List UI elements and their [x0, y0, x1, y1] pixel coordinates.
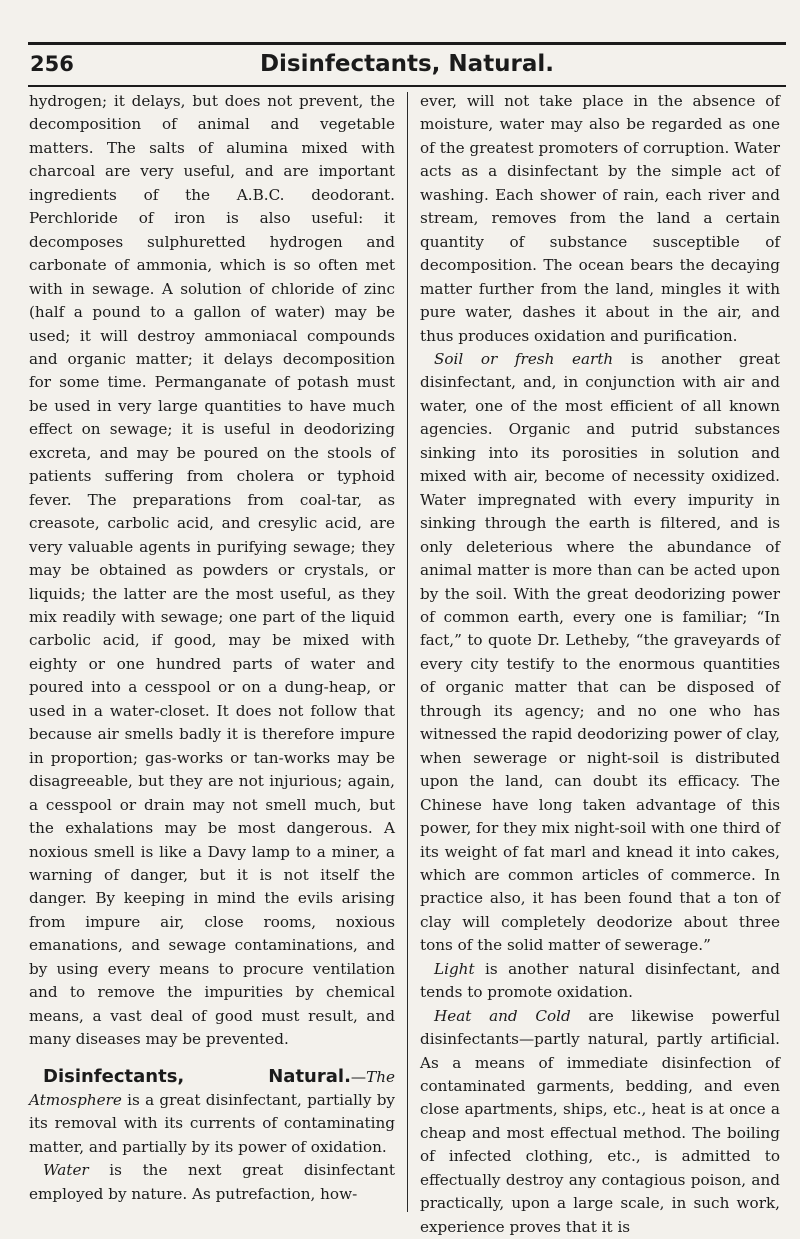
header-rule: [28, 85, 786, 87]
entry-spacer: [29, 1052, 395, 1065]
soil-text: is another great disinfectant, and, in conjunction with air and water, one of the most efficient of all known agencies. Organic and putrid substances sinking into its porosities in solution and mixed with air, become of necessity oxidized. Water impregnated with every impurity in sinking through the earth is filtered, and is only deleterious where the abundance of animal matter is more than can be acted upon by the soil. With the great deodorizing power of common earth, every one is familiar; “In fact,” to quote Dr. Letheby, “the graveyards of every city testify to the enormous quantities of organic matter that can be disposed of through its agency; and no one who has witnessed the rapid deodorizing power of clay, when sewerage or night-soil is distributed upon the land, can doubt its efficacy. The Chinese have long taken advantage of this power, for they mix night-soil with one third of its weight of fat marl and knead it into cakes, which are common articles of commerce. In practice also, it has been found that a ton of clay will completely deodorize about three tons of the solid matter of sewerage.”: [420, 349, 780, 955]
paragraph-water: [29, 1159, 395, 1206]
entry-dash: —: [350, 1067, 367, 1086]
light-text: is another natural disinfectant, and tends to promote oxidation.: [420, 959, 780, 1002]
paragraph-soil: [420, 348, 780, 958]
page-header: [28, 50, 786, 84]
top-rule: [28, 42, 786, 45]
water-text: is the next great disinfectant employed by nature. As putrefaction, how-: [29, 1161, 395, 1203]
light-term: Light: [434, 959, 475, 978]
atmosphere-text: is a great disinfectant, partially by its removal with its currents of contaminating matter, and partially by its power of oxidation.: [29, 1091, 395, 1156]
water-term: Water: [43, 1161, 89, 1180]
paragraph-heat-cold: [420, 1005, 780, 1239]
soil-term: Soil or fresh earth: [434, 349, 614, 368]
right-column: [420, 90, 780, 1239]
entry-title: Disinfectants, Natural.: [43, 1065, 351, 1087]
atmosphere-term: The Atmosphere: [29, 1067, 395, 1110]
left-paragraph-continued: hydrogen; it delays, but does not prevent, the decomposition of animal and vegetable matters. The salts of alumina mixed with charcoal are very useful, and are important ingredients of the A.B.C. deodorant. Perchloride of iron is also useful: it decomposes sulphuretted hydrogen and carbonate of ammonia, which is so often met with in sewage. A solution of chloride of zinc (half a pound to a gallon of water) may be used; it will destroy ammoniacal compounds and organic matter; it delays decomposition for some time. Permanganate of potash must be used in very large quantities to have much effect on sewage; it is useful in deodorizing excreta, and may be poured on the stools of patients suffering from cholera or typhoid fever. The preparations from coal-tar, as creasote, carbolic acid, and cresylic acid, are very valuable agents in purifying sewage; they may be obtained as powders or crystals, or liquids; the latter are the most useful, as they mix readily with sewage; one part of the liquid carbolic acid, if good, may be mixed with eighty or one hundred parts of water and poured into a cesspool or on a dung-heap, or used in a water-closet. It does not follow that because air smells badly it is therefore impure in proportion; gas-works or tan-works may be disagreeable, but they are not injurious; again, a cesspool or drain may not smell much, but the exhalations may be most dangerous. A noxious smell is like a Davy lamp to a miner, a warning of danger, but it is not itself the danger. By keeping in mind the evils arising from impure air, close rooms, noxious emanations, and sewage contaminations, and by using every means to procure ventilation and to remove the impurities by chemical means, a vast deal of good must result, and many diseases may be prevented.: [29, 92, 395, 1049]
column-divider: [407, 92, 408, 1212]
heat-cold-term: Heat and Cold: [434, 1006, 571, 1025]
running-title: Disinfectants, Natural.: [259, 51, 555, 77]
heat-cold-text: are likewise powerful disinfectants—partly natural, partly artificial. As a means of immediate disinfection of contaminated garments, bedding, and even close apartments, ships, etc., heat is at once a cheap and most effectual method. The boiling of infected clothing, etc., is admitted to effectually destroy any contagious poison, and practically, upon a large scale, in such work, experience proves that it is: [420, 1006, 780, 1236]
entry-paragraph-atmosphere: [29, 1065, 395, 1160]
left-column: [29, 90, 395, 1206]
right-paragraph-continued: ever, will not take place in the absence of moisture, water may also be regarded as one of the greatest promoters of corruption. Water acts as a disinfectant by the simple act of washing. Each shower of rain, each river and stream, removes from the land a certain quantity of substance susceptible of decomposition. The ocean bears the decaying matter further from the land, mingles it with pure water, dashes it about in the air, and thus produces oxidation and purification.: [420, 92, 780, 345]
page-number: 256: [30, 52, 74, 76]
paragraph-light: [420, 958, 780, 1005]
